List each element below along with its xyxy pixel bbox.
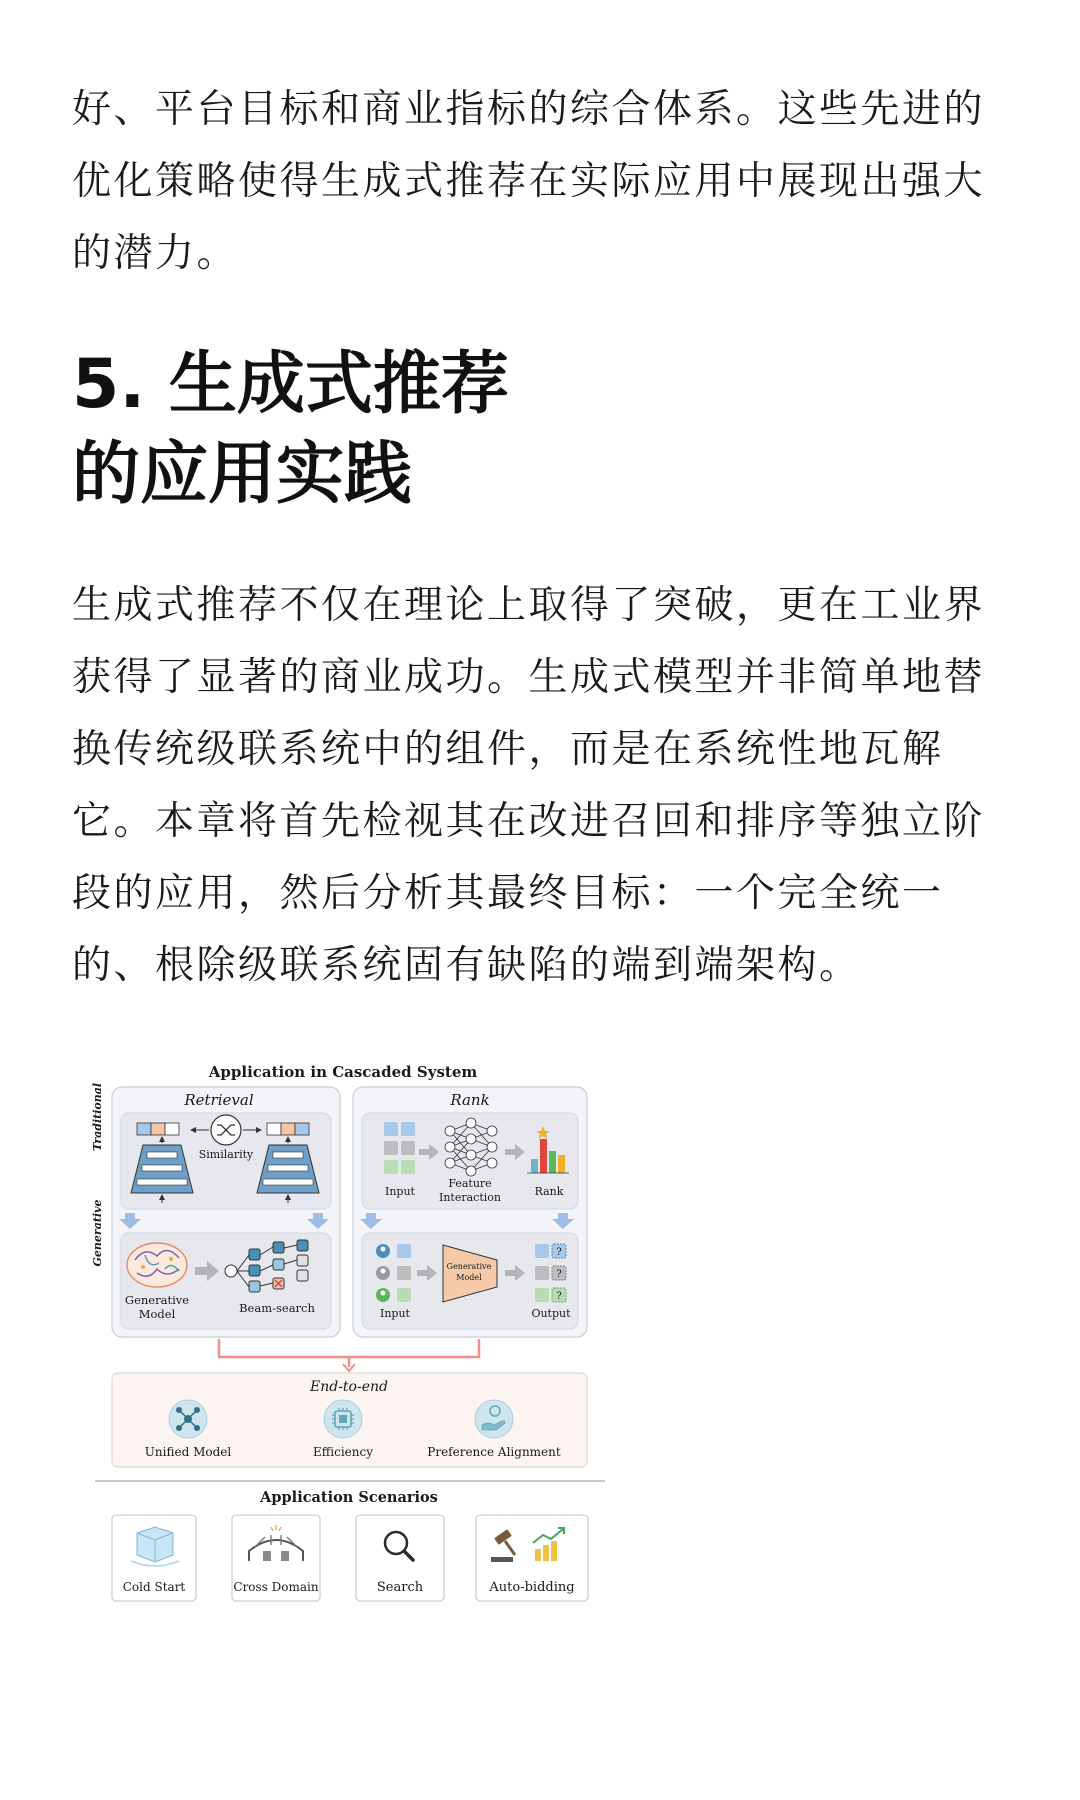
svg-text:?: ? [556, 1291, 562, 1302]
rank-input-label: Input [385, 1185, 415, 1198]
auto-bidding-label: Auto-bidding [489, 1580, 575, 1595]
brain-icon [127, 1243, 187, 1287]
rank-output-label: Rank [534, 1185, 564, 1198]
efficiency-label: Efficiency [312, 1445, 374, 1459]
retrieval-label: Retrieval [184, 1091, 254, 1109]
rank-label: Rank [450, 1091, 490, 1109]
preference-alignment-label: Preference Alignment [427, 1445, 561, 1459]
similarity-label: Similarity [198, 1148, 254, 1161]
end-to-end-connector [219, 1339, 479, 1367]
unified-model-icon [169, 1400, 207, 1438]
cold-start-label: Cold Start [122, 1580, 186, 1594]
application-figure [91, 1055, 705, 1675]
section-heading [72, 340, 509, 520]
figure-title: Application in Cascaded System [208, 1063, 478, 1081]
scenarios-title: Application Scenarios [260, 1489, 438, 1506]
feature-label-line1: Feature [448, 1177, 492, 1190]
gen-rank-output-label: Output [531, 1307, 571, 1320]
search-label: Search [376, 1580, 424, 1595]
gen-model-label-line2: Model [138, 1307, 176, 1321]
beam-search-label: Beam-search [239, 1301, 315, 1315]
intro-paragraph: 好、平台目标和商业指标的综合体系。这些先进的优化策略使得生成式推荐在实际应用中展现出强大的潜力。 [72, 87, 986, 276]
row-label-traditional: Traditional [91, 1082, 104, 1152]
svg-text:?: ? [556, 1269, 562, 1280]
gen-rank-model-line2: Model [456, 1273, 482, 1282]
chip-icon [324, 1400, 362, 1438]
body-paragraph: 生成式推荐不仅在理论上取得了突破，更在工业界获得了显著的商业成功。生成式模型并非简单地替换传统级联系统中的组件，而是在系统性地瓦解它。本章将首先检视其在改进召回和排序等独立阶段的应用，然后分析其最终目标：一个完全统一的、根除级联系统固有缺陷的端到端架构。 [72, 583, 986, 988]
unified-model-label: Unified Model [144, 1445, 232, 1459]
preference-hand-icon [475, 1400, 513, 1438]
row-label-generative: Generative [91, 1199, 104, 1267]
cross-domain-label: Cross Domain [233, 1580, 319, 1594]
section-heading-line1: 5. 生成式推荐 [72, 345, 509, 424]
right-embedding-strip [267, 1123, 309, 1135]
gen-rank-model-line1: Generative [446, 1262, 492, 1271]
gen-model-label-line1: Generative [124, 1293, 190, 1307]
feature-label-line2: Interaction [439, 1191, 501, 1204]
end-to-end-label: End-to-end [310, 1379, 388, 1395]
svg-text:?: ? [556, 1247, 562, 1258]
section-heading-line2: 的应用实践 [72, 435, 413, 514]
gen-rank-input-label: Input [380, 1307, 410, 1320]
left-embedding-strip [137, 1123, 179, 1135]
